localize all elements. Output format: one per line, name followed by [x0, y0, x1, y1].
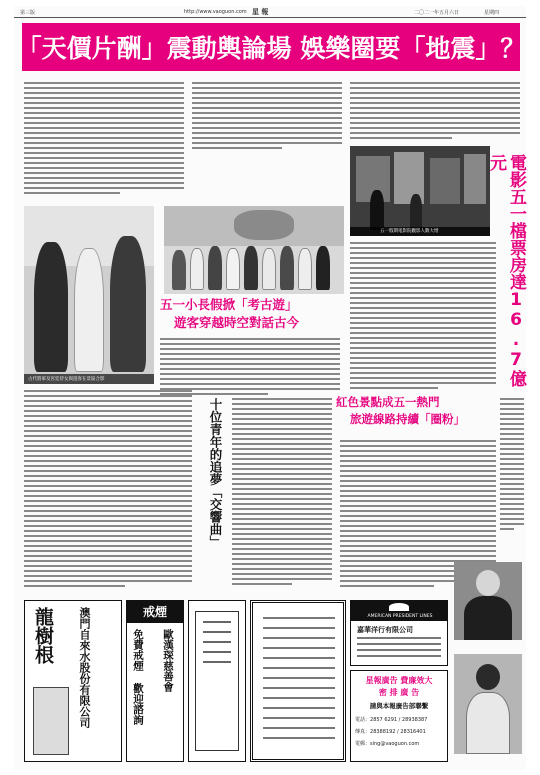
photo-man-portrait	[454, 562, 522, 640]
center-story-title	[160, 296, 350, 332]
photo-caption-left: 古代將軍及宮廷侍女與遊客在景區合影	[28, 377, 105, 382]
ad-water-company-name: 澳門自來水股份有限公司	[78, 607, 91, 728]
ad-recruit-email-row: 電郵：sing@vaoguon.com	[355, 741, 420, 747]
article-text-right-mid	[350, 242, 496, 392]
main-headline: 「天價片酬」震動輿論場 娛樂圈要「地震」？	[16, 34, 526, 63]
ad-quit-smoking[interactable]	[126, 600, 184, 762]
ad-recruit-fax-row: 傳真：28388192 / 28316401	[355, 729, 426, 735]
ad-smoke-title: 戒煙	[127, 601, 183, 623]
page-header	[14, 6, 526, 18]
paper-name: 星 報	[252, 8, 269, 16]
photo-costumed-actors	[24, 206, 154, 384]
photo-woman-portrait	[454, 654, 522, 754]
article-text-center-bottom	[232, 398, 332, 590]
issue-weekday: 星期四	[484, 10, 500, 16]
ad-smoke-org: 歐漢琛慈善會	[162, 629, 174, 692]
ad-shipping-lines[interactable]	[350, 600, 448, 666]
page-number: 第三版	[20, 10, 36, 16]
article-text-right-narrow	[500, 398, 524, 538]
ad-recruit-phone: 2857 6291 / 28938387	[370, 717, 428, 723]
ad-water-bottle-image	[33, 687, 69, 755]
ad-recruit-sub: 密 排 廣 告	[378, 687, 420, 697]
youth-story-vertical-title: 十位青年的追夢「交響曲」	[208, 398, 223, 548]
site-url[interactable]: http://www.vaoguon.com	[184, 9, 247, 15]
ad-recruit-email[interactable]: sing@vaoguon.com	[370, 741, 420, 747]
ad-water-company[interactable]	[24, 600, 122, 762]
ad-recruit-fax: 28388192 / 28316401	[370, 729, 426, 735]
right-vertical-headline: 電影五一檔票房達16.7億元	[486, 154, 526, 387]
right-subtitle-line-1: 紅色景點成五一熱門	[336, 395, 440, 409]
photo-caption-cinema: 五一假期電影院觀影人數大增	[380, 229, 439, 234]
newspaper-page	[14, 6, 526, 770]
ad-recruit-contact: 請與本報廣告部聯繫	[369, 702, 429, 710]
ad-recruit-title: 星報廣告 費廉效大	[365, 675, 433, 685]
center-title-line-2: 遊客穿越時空對話古今	[174, 315, 300, 330]
center-title-line-1: 五一小長假掀「考古遊」	[160, 297, 298, 312]
eagle-logo-icon	[389, 603, 409, 611]
photo-cinema-posters	[350, 146, 490, 236]
ad-notice-right	[250, 600, 346, 762]
ad-shipping-logo-text: AMERICAN PRESIDENT LINES	[367, 614, 433, 619]
article-text-left-bottom	[24, 390, 192, 590]
ad-shipping-agent: 嘉華洋行有限公司	[357, 625, 413, 634]
ad-newspaper-advertising[interactable]	[350, 670, 448, 762]
main-headline-banner	[16, 23, 526, 71]
ad-notice-left	[188, 600, 246, 762]
right-subtitle-line-2: 旅遊線路持續「圈粉」	[350, 412, 465, 426]
right-story-subtitle	[336, 394, 496, 428]
article-text-left-top	[24, 82, 184, 202]
article-text-center-top	[192, 82, 342, 150]
article-text-right-top	[350, 82, 520, 140]
article-text-center-mid	[160, 338, 340, 398]
ad-water-brand: 龍樹根	[32, 607, 54, 664]
photo-stage-group	[164, 206, 344, 294]
issue-date: 二〇二一年五月六日	[414, 10, 460, 16]
ad-recruit-phone-row: 電話：2857 6291 / 28938387	[355, 717, 428, 723]
ad-smoke-body: 免費戒煙 歡迎諮詢	[132, 629, 144, 725]
